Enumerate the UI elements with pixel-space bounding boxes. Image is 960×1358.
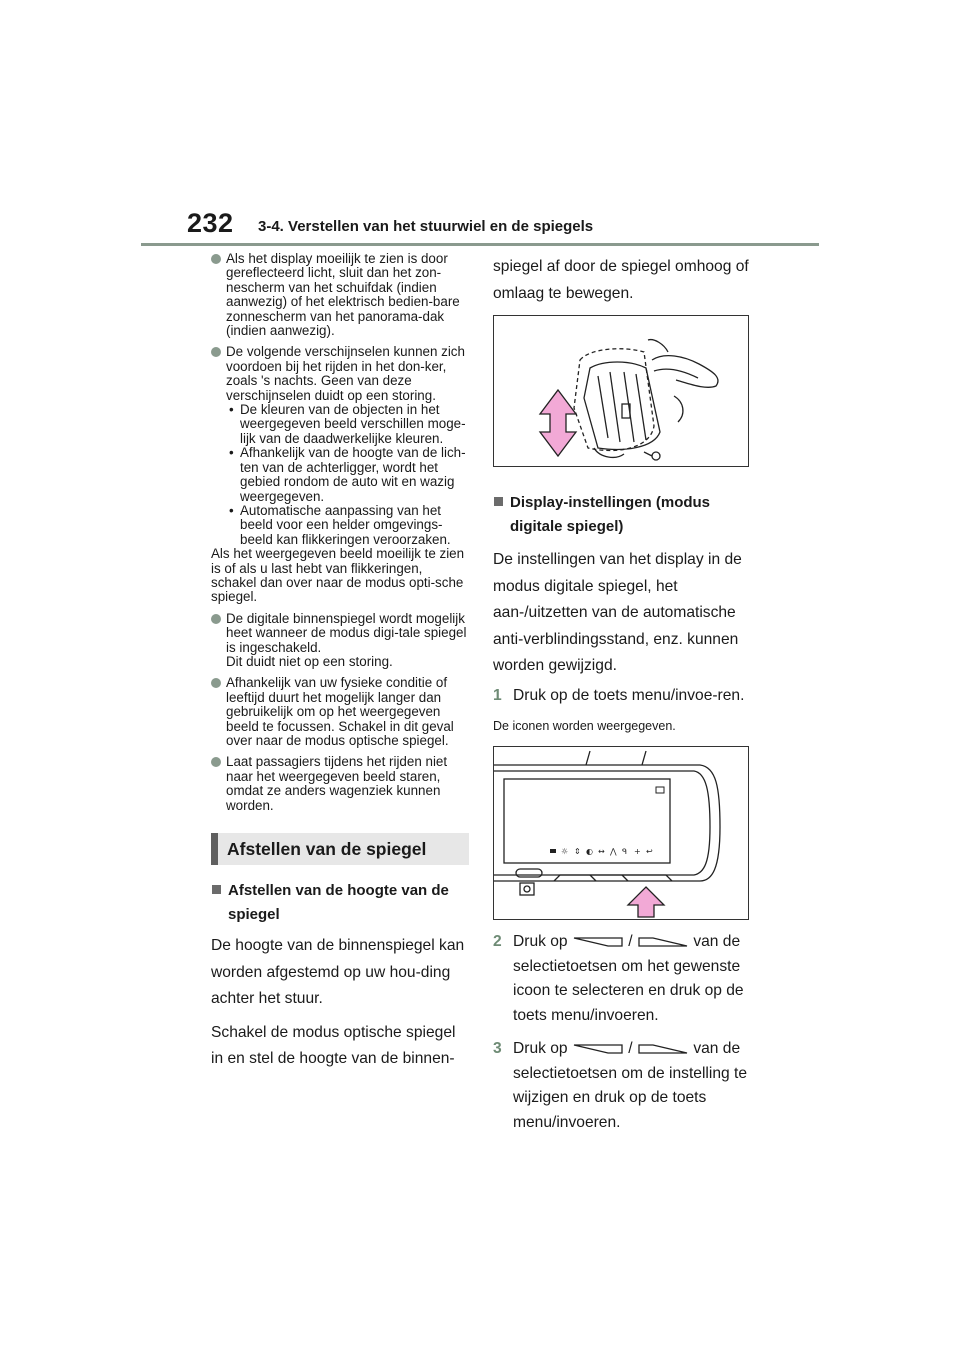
sub-list-item: • Afhankelijk van de hoogte van de lich-ten van de achterligger, wordt het gebied rondom de auto wit en wazig weergegeven. <box>229 445 466 504</box>
bullet-item <box>211 755 469 813</box>
bullet-dot-icon <box>211 678 221 688</box>
bullet-dot-icon <box>211 757 221 767</box>
step-text-post: van de selectietoetsen om het gewenste icoon te selecteren en druk op de toets menu/invoeren. <box>513 933 744 1024</box>
page-number: 232 <box>187 208 234 238</box>
right-column <box>493 254 755 1135</box>
sub-list-item: • De kleuren van de objecten in het weergegeven beeld verschillen moge-lijk van de daadwerkelijke kleuren. <box>229 402 466 446</box>
svg-text:⋀: ⋀ <box>610 847 617 856</box>
select-right-key-icon <box>637 936 689 948</box>
paragraph: Schakel de modus optische spiegel in en stel de hoogte van de binnen- <box>211 1023 456 1068</box>
up-arrow-icon <box>628 887 664 917</box>
bullet-item <box>211 252 469 338</box>
svg-text:☼: ☼ <box>561 847 569 856</box>
sub-list-item: • Automatische aanpassing van het beeld voor een helder omgevings-beeld kan flikkeringen veroorzaken. <box>229 502 451 547</box>
select-right-key-icon <box>637 1043 689 1055</box>
bullet-item <box>211 612 469 670</box>
select-left-key-icon <box>572 936 624 948</box>
note-text: De iconen worden weergegeven. <box>493 719 676 733</box>
bullet-item <box>211 345 469 604</box>
header-divider <box>141 243 819 246</box>
svg-text:ᑫ: ᑫ <box>622 847 628 856</box>
bullet-dot-icon <box>211 254 221 264</box>
paragraph: De hoogte van de binnenspiegel kan worden afgestemd op uw hou-ding achter het stuur. <box>211 937 465 1008</box>
step-text-pre: Druk op <box>513 1040 568 1057</box>
bullet-dot-icon <box>211 614 221 624</box>
paragraph: spiegel af door de spiegel omhoog of omlaag te bewegen. <box>493 258 749 302</box>
up-down-arrow-icon <box>540 390 576 456</box>
slash-separator: / <box>628 1040 633 1057</box>
step-item <box>493 1037 755 1135</box>
bullet-text: De digitale binnenspiegel wordt mogelijk heet wanneer de modus digi-tale spiegel is ingeschakeld. <box>226 610 467 655</box>
bullet-text: De volgende verschijnselen kunnen zich voordoen bij het rijden in het don-ker, zoals 's nachts. Geen van deze verschijnselen duidt op een storing. <box>226 344 465 403</box>
svg-text:◐: ◐ <box>586 847 593 856</box>
step-text-pre: Druk op <box>513 933 568 950</box>
bullet-note: Als het weergegeven beeld moeilijk te zien is of als u last hebt van flikkeringen, schakel dan over naar de modus opti-sche spiegel. <box>211 546 465 605</box>
step-number: 2 <box>493 933 502 950</box>
step-text: Druk op de toets menu/invoe-ren. <box>513 686 745 704</box>
square-bullet-icon <box>494 497 503 506</box>
select-left-key-icon <box>572 1043 624 1055</box>
svg-text:+: + <box>634 847 641 856</box>
left-column <box>211 252 469 1073</box>
digital-mirror-illustration <box>494 747 748 919</box>
chapter-title: 3-4. Verstellen van het stuurwiel en de spiegels <box>258 218 594 235</box>
step-number: 1 <box>493 686 502 704</box>
subheading <box>493 491 755 539</box>
step-item <box>493 930 755 1028</box>
square-bullet-icon <box>212 885 221 894</box>
subheading-text: Display-instellingen (modus digitale spiegel) <box>510 494 711 535</box>
subheading-text: Afstellen van de hoogte van de spiegel <box>228 882 449 924</box>
slash-separator: / <box>628 933 633 950</box>
step-text-post: van de selectietoetsen om de instelling te wijzigen en druk op de toets menu/invoeren. <box>513 1040 748 1131</box>
section-heading: Afstellen van de spiegel <box>211 833 469 865</box>
bullet-text: Afhankelijk van uw fysieke conditie of leeftijd duurt het mogelijk langer dan gebruikelijk om op het weergegeven beeld te focussen. Schakel in dit geval over naar de modus optische spiegel. <box>226 675 454 748</box>
mirror-height-figure <box>493 315 749 467</box>
svg-text:⇕: ⇕ <box>574 847 581 856</box>
bullet-text: Dit duidt niet op een storing. <box>226 653 393 669</box>
step-item <box>493 684 755 709</box>
svg-text:↩: ↩ <box>646 847 653 856</box>
bullet-text: Laat passagiers tijdens het rijden niet naar het weergegeven beeld staren, omdat ze anders wagenziek kunnen worden. <box>226 754 448 813</box>
step-number: 3 <box>493 1040 502 1057</box>
sub-list <box>226 403 469 547</box>
mirror-height-illustration <box>494 316 748 466</box>
bullet-text: Als het display moeilijk te zien is door gereflecteerd licht, sluit dan het zon-nescherm van het schuifdak (indien aanwezig) of het elektrisch bedien-bare zonnescherm van het panorama-dak (indien aanwezig). <box>226 251 460 339</box>
paragraph: De instellingen van het display in de modus digitale spiegel, het aan-/uitzetten van de automatische anti-verblindingsstand, enz. kunnen worden gewijzigd. <box>493 551 742 674</box>
digital-mirror-figure <box>493 746 749 920</box>
svg-text:↔: ↔ <box>598 847 605 856</box>
bullet-dot-icon <box>211 347 221 357</box>
bullet-item <box>211 676 469 748</box>
subheading <box>211 879 469 927</box>
